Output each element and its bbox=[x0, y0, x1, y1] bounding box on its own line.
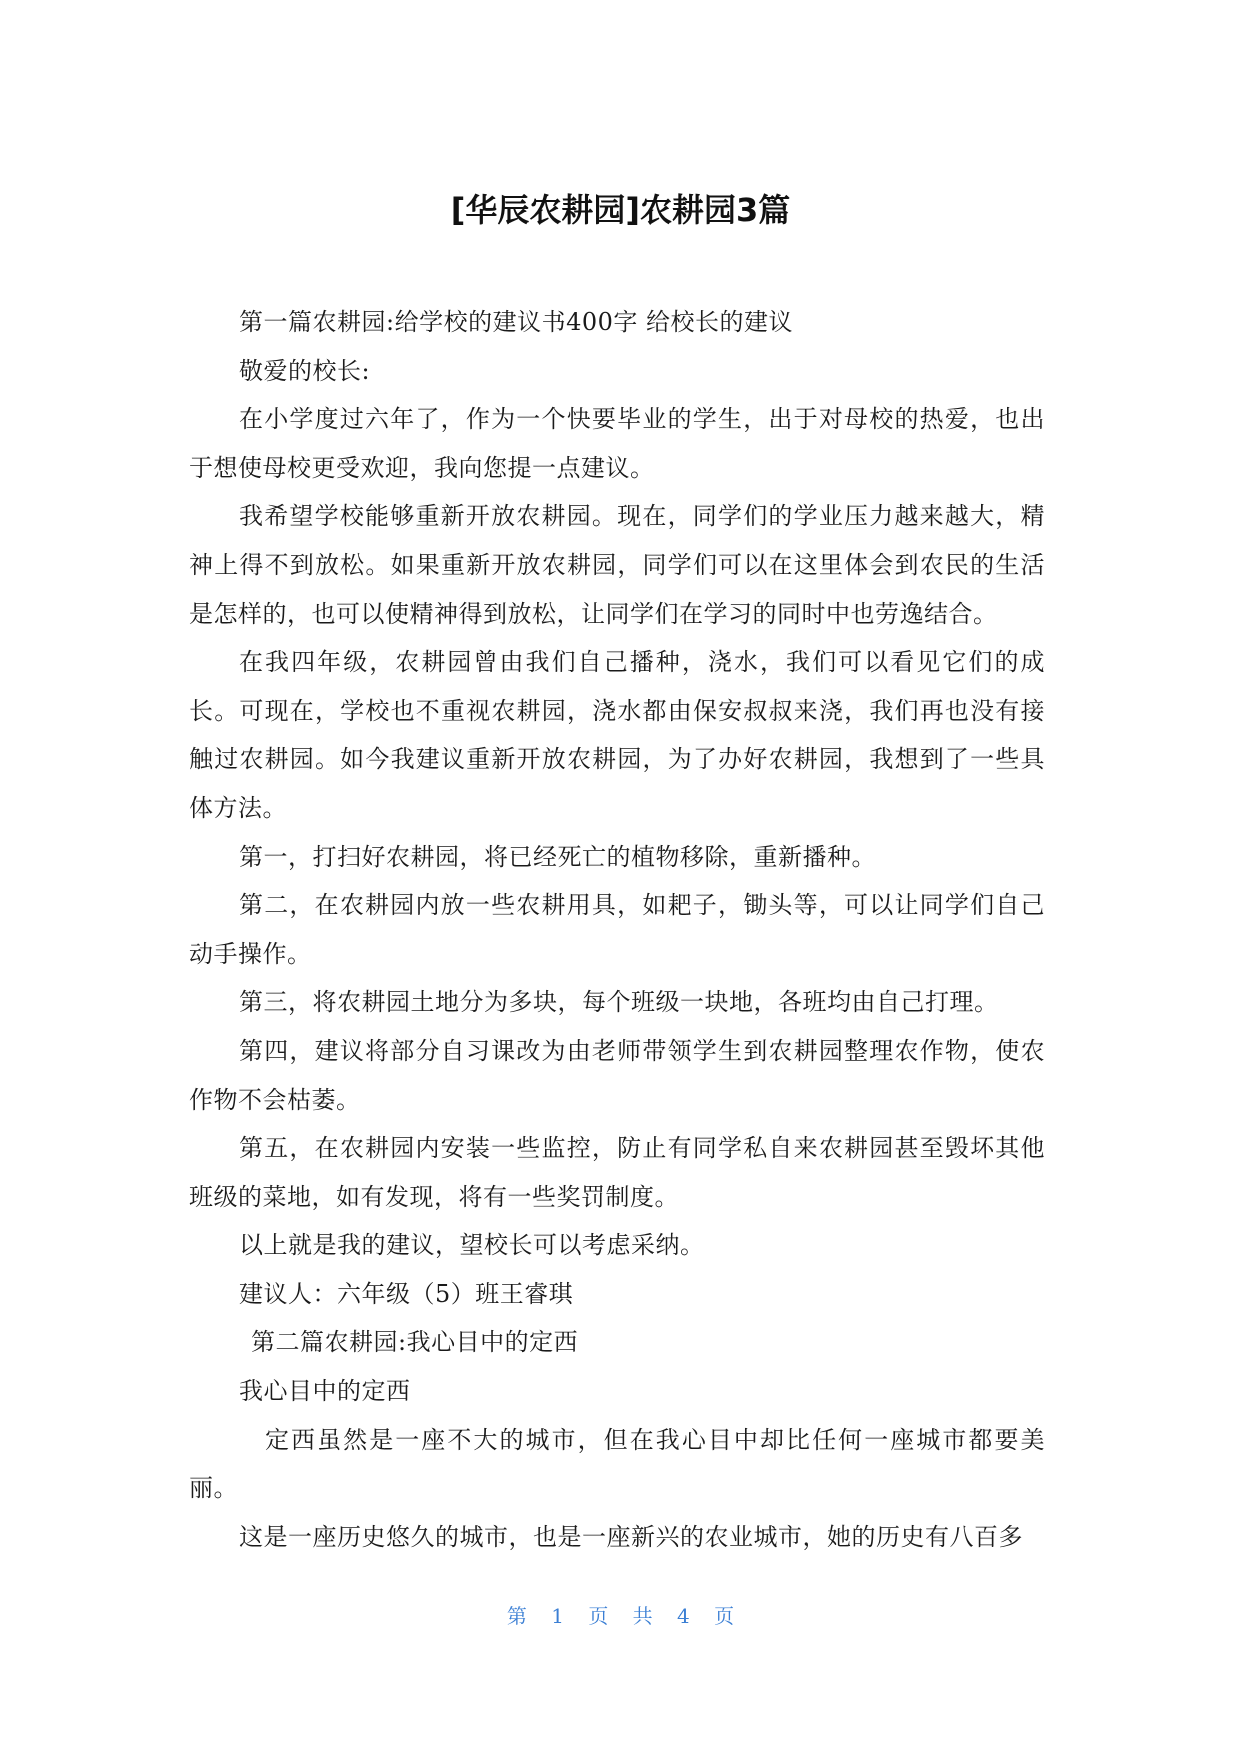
paragraph-list-item: 第一，打扫好农耕园，将已经死亡的植物移除，重新播种。 bbox=[239, 842, 876, 871]
paragraph: 在我四年级，农耕园曾由我们自己播种，浇水，我们可以看见它们的成长。可现在，学校也不重视农耕园，浇水都由保安叔叔来浇，我们再也没有接触过农耕园。如今我建议重新开放农耕园，为了办好农耕园，我想到了一些具体方法。 bbox=[189, 648, 1045, 822]
footer-current-page: 1 bbox=[551, 1604, 564, 1628]
footer-total-pages: 4 bbox=[677, 1604, 690, 1628]
document-title: [华辰农耕园]农耕园3篇 bbox=[450, 191, 791, 229]
footer-page-word: 页 bbox=[588, 1604, 609, 1628]
paragraph-list-item: 第二，在农耕园内放一些农耕用具，如耙子，锄头等，可以让同学们自己动手操作。 bbox=[189, 891, 1045, 968]
paragraph: 定西虽然是一座不大的城市，但在我心目中却比任何一座城市都要美丽。 bbox=[189, 1425, 1045, 1503]
footer-total-label: 共 bbox=[632, 1604, 653, 1628]
paragraph-list-item: 第四，建议将部分自习课改为由老师带领学生到农耕园整理农作物，使农作物不会枯萎。 bbox=[189, 1036, 1045, 1114]
paragraph: 我希望学校能够重新开放农耕园。现在，同学们的学业压力越来越大，精神上得不到放松。如果重新开放农耕园，同学们可以在这里体会到农民的生活是怎样的，也可以使精神得到放松，让同学们在学习的同时中也劳逸结合。 bbox=[189, 502, 1045, 628]
paragraph: 这是一座历史悠久的城市，也是一座新兴的农业城市，她的历史有八百多 bbox=[239, 1522, 1023, 1551]
document-body bbox=[189, 298, 1045, 1561]
paragraph-salutation: 敬爱的校长: bbox=[239, 356, 371, 385]
paragraph-closing: 以上就是我的建议，望校长可以考虑采纳。 bbox=[239, 1231, 705, 1260]
paragraph-list-item: 第五，在农耕园内安装一些监控，防止有同学私自来农耕园甚至毁坏其他班级的菜地，如有发现，将有一些奖罚制度。 bbox=[189, 1134, 1045, 1211]
footer-page-word-end: 页 bbox=[714, 1604, 735, 1628]
page-footer bbox=[0, 1602, 1241, 1630]
paragraph-section-1-heading: 第一篇农耕园:给学校的建议书400字 给校长的建议 bbox=[239, 308, 794, 336]
paragraph: 在小学度过六年了，作为一个快要毕业的学生，出于对母校的热爱，也出于想使母校更受欢迎，我向您提一点建议。 bbox=[189, 405, 1045, 482]
paragraph-list-item: 第三，将农耕园土地分为多块，每个班级一块地，各班均由自己打理。 bbox=[239, 988, 999, 1017]
paragraph-signature: 建议人：六年级（5）班王睿琪 bbox=[239, 1279, 574, 1308]
paragraph-section-2-heading: 第二篇农耕园:我心目中的定西 bbox=[251, 1328, 579, 1357]
footer-page-label: 第 bbox=[506, 1604, 527, 1628]
paragraph-subtitle: 我心目中的定西 bbox=[239, 1377, 411, 1406]
